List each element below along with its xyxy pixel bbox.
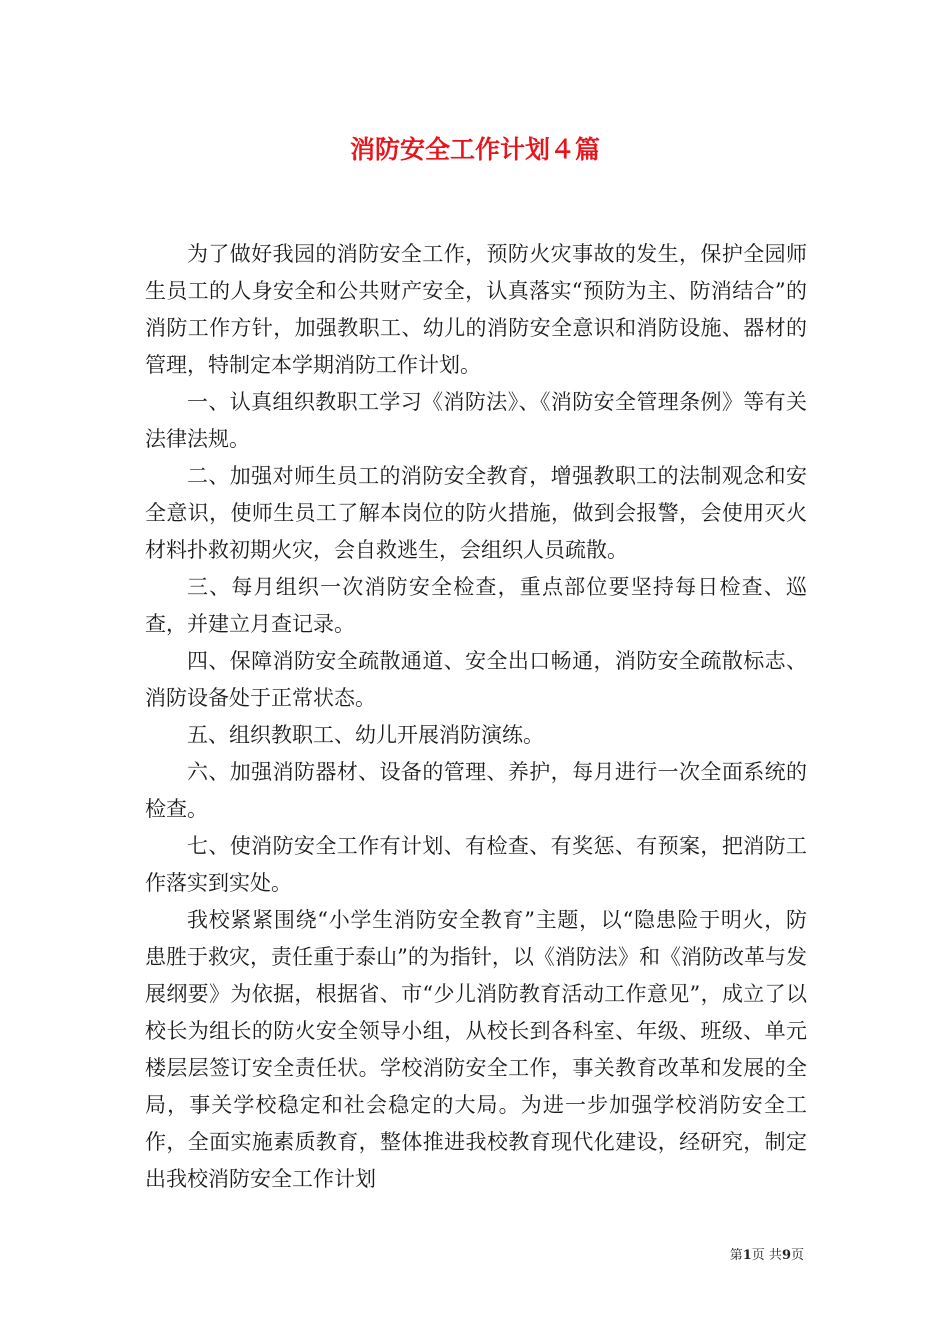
current-page-number: 1 [742,1248,752,1263]
footer-prefix: 第 [729,1248,743,1263]
item-paragraph-2: 二、加强对师生员工的消防安全教育，增强教职工的法制观念和安全意识，使师生员工了解本岗位的防火措施，做到会报警，会使用灭火材料扑救初期火灾，会自救逃生，会组织人员疏散。 [145,464,807,562]
school-plan-paragraph: 我校紧紧围绕“小学生消防安全教育”主题，以“隐患险于明火，防患胜于救灾，责任重于泰山”的为指针，以《消防法》和《消防改革与发展纲要》为依据，根据省、市“少儿消防教育活动工作意见”，成立了以校长为组长的防火安全领导小组，从校长到各科室、年级、班级、单元楼层层签订安全责任状。学校消防安全工作，事关教育改革和发展的全局，事关学校稳定和社会稳定的大局。为进一步加强学校消防安全工作，全面实施素质教育，整体推进我校教育现代化建设，经研究，制定出我校消防安全工作计划 [145,908,807,1191]
total-page-number: 9 [781,1248,791,1263]
item-paragraph-5: 五、组织教职工、幼儿开展消防演练。 [187,723,544,747]
page-number-footer [730,1247,804,1265]
intro-paragraph: 为了做好我园的消防安全工作，预防火灾事故的发生，保护全园师生员工的人身安全和公共财产安全，认真落实“预防为主、防消结合”的消防工作方针，加强教职工、幼儿的消防安全意识和消防设施、器材的管理，特制定本学期消防工作计划。 [145,242,807,377]
document-body [145,236,807,1198]
item-paragraph-6: 六、加强消防器材、设备的管理、养护，每月进行一次全面系统的检查。 [145,760,807,821]
footer-middle: 页 共 [751,1248,782,1263]
footer-suffix: 页 [790,1248,804,1263]
document-title: 消防安全工作计划４篇 [349,135,600,164]
item-paragraph-1: 一、认真组织教职工学习《消防法》、《消防安全管理条例》等有关法律法规。 [145,390,807,451]
item-paragraph-3: 三、每月组织一次消防安全检查，重点部位要坚持每日检查、巡查，并建立月查记录。 [145,575,807,636]
item-paragraph-4: 四、保障消防安全疏散通道、安全出口畅通，消防安全疏散标志、消防设备处于正常状态。 [145,649,807,710]
item-paragraph-7: 七、使消防安全工作有计划、有检查、有奖惩、有预案，把消防工作落实到实处。 [145,834,807,895]
